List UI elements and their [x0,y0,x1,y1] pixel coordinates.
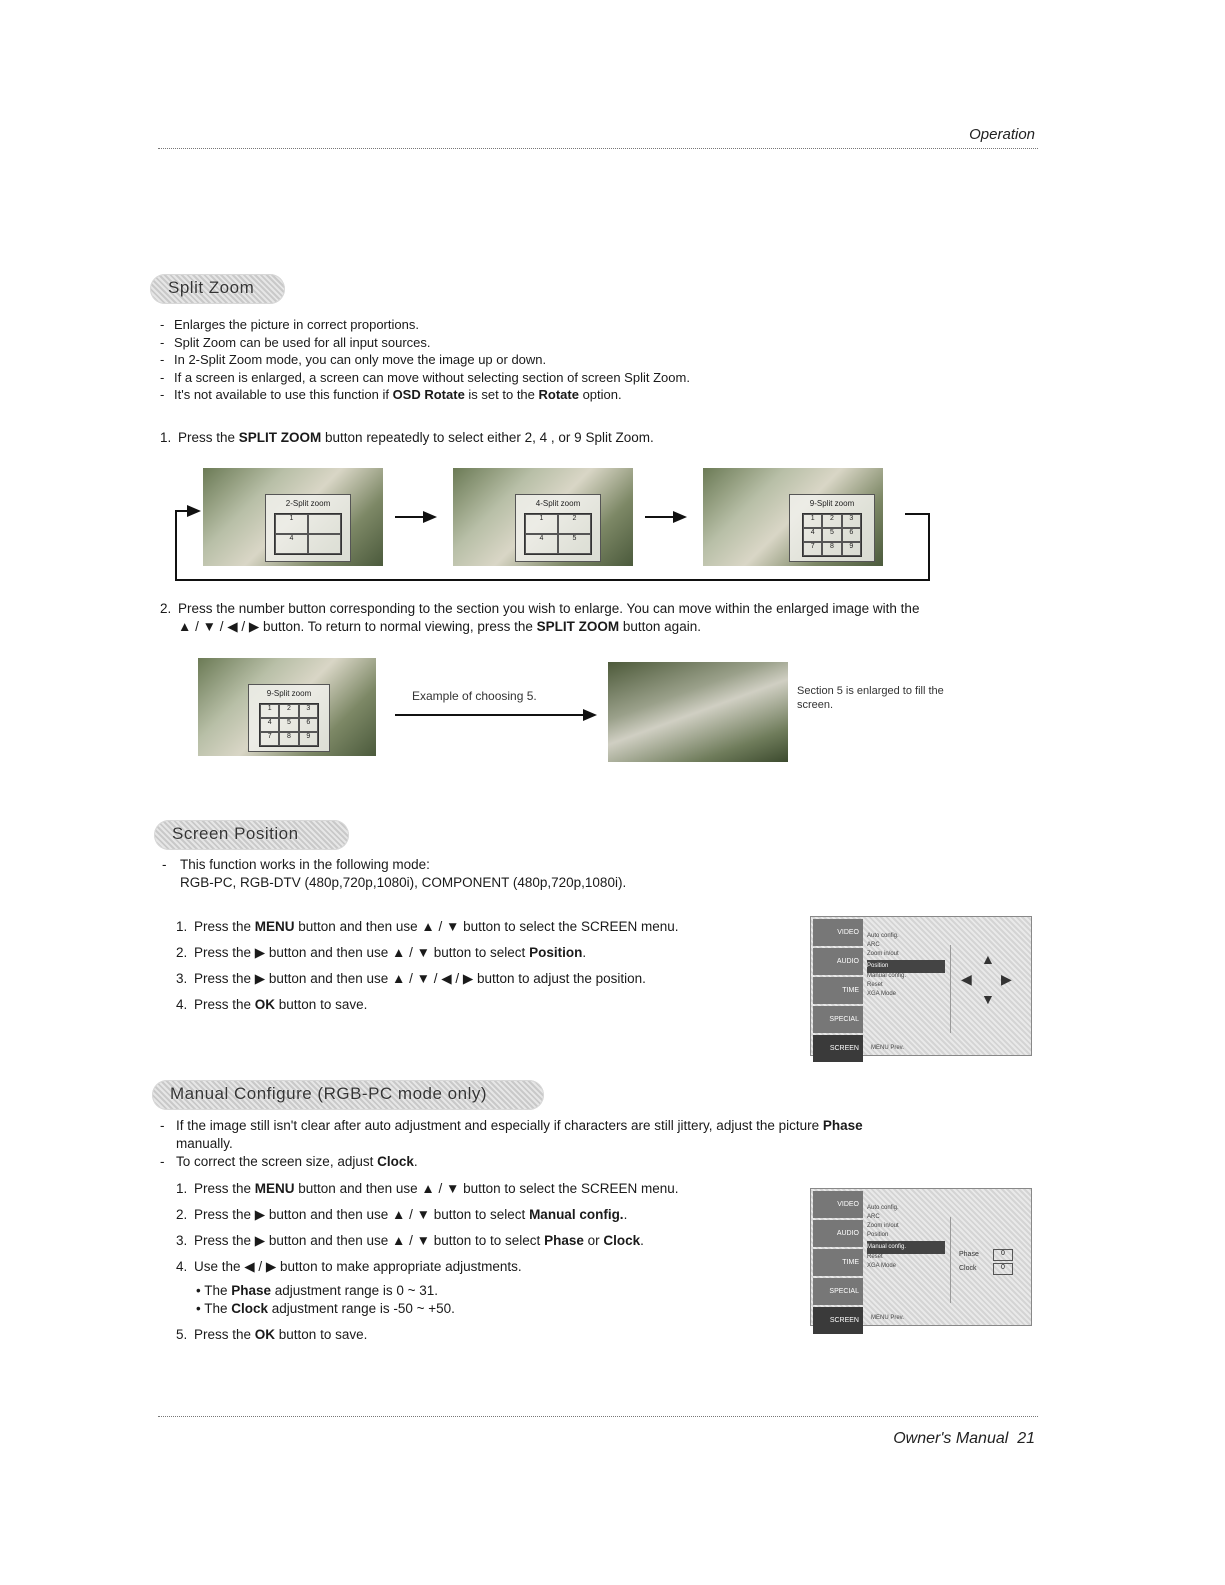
split-grid [524,513,592,555]
cycle-arrowhead [423,511,437,523]
grid-cell: 1 [275,514,308,534]
split-zoom-step-2: 2. Press the number button corresponding to the section you wish to enlarge. You can move within the enlarged image with the ▲ / ▼ / ◀ / ▶ button. To return to normal viewing, press the SPLIT ZOOM button again. [160,601,920,634]
grid-cell: 4 [275,534,308,554]
cycle-line-right [928,513,930,581]
arrow-right-icon: ▶ [1001,971,1012,987]
split-zoom-overlay [248,684,330,752]
example-result-note: Section 5 is enlarged to fill the screen. [797,685,944,711]
grid-cell: 6 [299,718,318,732]
split-zoom-heading [150,274,285,304]
grid-cell: 3 [299,704,318,718]
overlay-label: 9-Split zoom [266,689,312,698]
grid-cell: 9 [299,732,318,746]
overlay-label: 2-Split zoom [285,499,331,508]
split-zoom-cycle-diagram [175,468,935,583]
range-item: • The Clock adjustment range is -50 ~ +50. [196,1301,455,1316]
grid-cell: 1 [260,704,279,718]
menu-tabs [813,1191,863,1323]
cycle-arrow-line [645,516,675,518]
menu-item: XGA Mode [867,991,897,997]
example-enlarged-screen [608,662,788,762]
screen-position-note: - This function works in the following mode: RGB-PC, RGB-DTV (480p,720p,1080i), COMPONENT (480p,720p,1080i). [162,857,627,890]
arrow-down-icon: ▼ [981,991,995,1007]
overlay-label: 9-Split zoom [809,499,855,508]
menu-tabs [813,919,863,1053]
grid-cell: 6 [842,528,861,542]
menu-item: ARC [867,1214,880,1220]
split-zoom-bullets [160,316,1030,404]
screen-2-split [203,468,383,566]
manual-configure-heading [152,1080,544,1110]
grid-cell: 3 [842,514,861,528]
header-rule [158,148,1038,149]
manual-configure-osd-menu [810,1188,1032,1326]
range-item: • The Phase adjustment range is 0 ~ 31. [196,1283,439,1298]
split-grid [802,513,862,557]
step-item: 2. Press the ▶ button and then use ▲ / ▼ button to select Position. [176,945,587,960]
grid-cell: 5 [279,718,298,732]
arrow-left-icon: ◀ [961,971,972,987]
menu-tab-audio: AUDIO [813,948,863,975]
screen-position-title: Screen Position [172,824,299,843]
page-number: 21 [1017,1430,1035,1447]
menu-footer: MENU Prev. [871,1315,904,1321]
footer-manual-title: Owner's Manual [893,1430,1009,1447]
menu-tab-time: TIME [813,977,863,1004]
menu-tab-video: VIDEO [813,1191,863,1218]
step-item: 2. Press the ▶ button and then use ▲ / ▼ button to select Manual config.. [176,1207,628,1222]
split-zoom-overlay [515,494,601,562]
split-grid [259,703,319,747]
menu-item-active: Manual config. [867,1241,945,1254]
grid-cell: 1 [525,514,558,534]
grid-cell: 2 [279,704,298,718]
grid-cell: 1 [803,514,822,528]
grid-cell: 2 [822,514,841,528]
cycle-line-top-right [905,513,929,515]
menu-item: Reset [867,1254,883,1260]
grid-cell: 2 [558,514,591,534]
example-caption: Example of choosing 5. [412,689,537,703]
split-grid [274,513,342,555]
bullet-item: - To correct the screen size, adjust Clock. [160,1154,418,1169]
manual-configure-title: Manual Configure (RGB-PC mode only) [170,1084,488,1103]
example-arrow-line [395,714,585,716]
screen-4-split [453,468,633,566]
bullet-item: - In 2-Split Zoom mode, you can only move the image up or down. [160,352,547,367]
step-item: 3. Press the ▶ button and then use ▲ / ▼ / ◀ / ▶ button to adjust the position. [176,971,646,986]
menu-tab-time: TIME [813,1249,863,1276]
phase-value: 0 [993,1249,1013,1261]
cycle-line-left [175,510,177,580]
menu-item: Position [867,1232,889,1238]
section-header: Operation [969,126,1035,143]
screen-position-steps [176,918,776,1022]
cycle-arrow-line [395,516,425,518]
page-footer [893,1430,1035,1448]
grid-cell: 8 [279,732,298,746]
footer-rule [158,1416,1038,1417]
arrow-up-icon: ▲ [981,951,995,967]
step-item: 1. Press the MENU button and then use ▲ / ▼ button to select the SCREEN menu. [176,919,679,934]
menu-item: Manual config. [867,973,907,979]
bullet-item: - Split Zoom can be used for all input sources. [160,334,431,350]
menu-tab-audio: AUDIO [813,1220,863,1247]
bullet-item: - Enlarges the picture in correct proportions. [160,317,419,332]
menu-tab-special: SPECIAL [813,1278,863,1305]
clock-label: Clock [959,1265,977,1272]
step-item: 4. Press the OK button to save. [176,997,368,1012]
overlay-label: 4-Split zoom [535,499,581,508]
step-item: 3. Press the ▶ button and then use ▲ / ▼ button to to select Phase or Clock. [176,1233,644,1248]
menu-item-active: Position [867,960,945,973]
phase-clock-panel [950,1217,1027,1303]
adjustment-ranges [176,1282,776,1318]
clock-value: 0 [993,1263,1013,1275]
position-arrows-panel [950,945,1027,1033]
grid-cell: 8 [822,542,841,556]
menu-items [867,1205,945,1272]
cycle-line-bottom [175,579,930,581]
grid-cell: 4 [260,718,279,732]
phase-label: Phase [959,1251,979,1258]
grid-cell: 4 [525,534,558,554]
cycle-arrowhead [673,511,687,523]
screen-position-heading [154,820,349,850]
screen-9-split [703,468,883,566]
grid-cell: 7 [803,542,822,556]
grid-cell: 5 [558,534,591,554]
manual-configure-bullets [160,1117,920,1171]
menu-item: XGA Mode [867,1263,897,1269]
grid-cell: 7 [260,732,279,746]
example-9-split-screen [198,658,376,756]
split-zoom-step-1: 1. Press the SPLIT ZOOM button repeatedly to select either 2, 4 , or 9 Split Zoom. [160,430,654,445]
menu-item: Auto config. [867,1205,899,1211]
grid-cell: 4 [803,528,822,542]
grid-cell [308,514,341,534]
menu-item: Zoom in/out [867,1223,899,1229]
menu-footer: MENU Prev. [871,1045,904,1051]
menu-tab-special: SPECIAL [813,1006,863,1033]
menu-tab-screen: SCREEN [813,1307,863,1334]
menu-item: Zoom in/out [867,951,899,957]
split-zoom-title: Split Zoom [168,278,255,297]
grid-cell [308,534,341,554]
bullet-item: - If the image still isn't clear after auto adjustment and especially if characters are still jittery, adjust the picture Phase manually. [160,1118,863,1151]
bullet-item: - It's not available to use this function if OSD Rotate is set to the Rotate option. [160,387,622,402]
cycle-arrowhead [187,505,201,517]
grid-cell: 9 [842,542,861,556]
menu-tab-screen: SCREEN [813,1035,863,1062]
grid-cell: 5 [822,528,841,542]
screen-position-osd-menu [810,916,1032,1056]
bullet-item: - If a screen is enlarged, a screen can move without selecting section of screen Split Zoom. [160,369,690,385]
split-zoom-overlay [789,494,875,562]
step-item: 4. Use the ◀ / ▶ button to make appropriate adjustments. [176,1259,522,1274]
step-item: 5. Press the OK button to save. [176,1327,368,1342]
split-zoom-overlay [265,494,351,562]
menu-item: Reset [867,982,883,988]
menu-item: ARC [867,942,880,948]
step-item: 1. Press the MENU button and then use ▲ / ▼ button to select the SCREEN menu. [176,1181,679,1196]
manual-configure-steps [176,1180,776,1352]
menu-item: Auto config. [867,933,899,939]
menu-tab-video: VIDEO [813,919,863,946]
example-arrowhead [583,709,597,721]
menu-items [867,933,945,1000]
